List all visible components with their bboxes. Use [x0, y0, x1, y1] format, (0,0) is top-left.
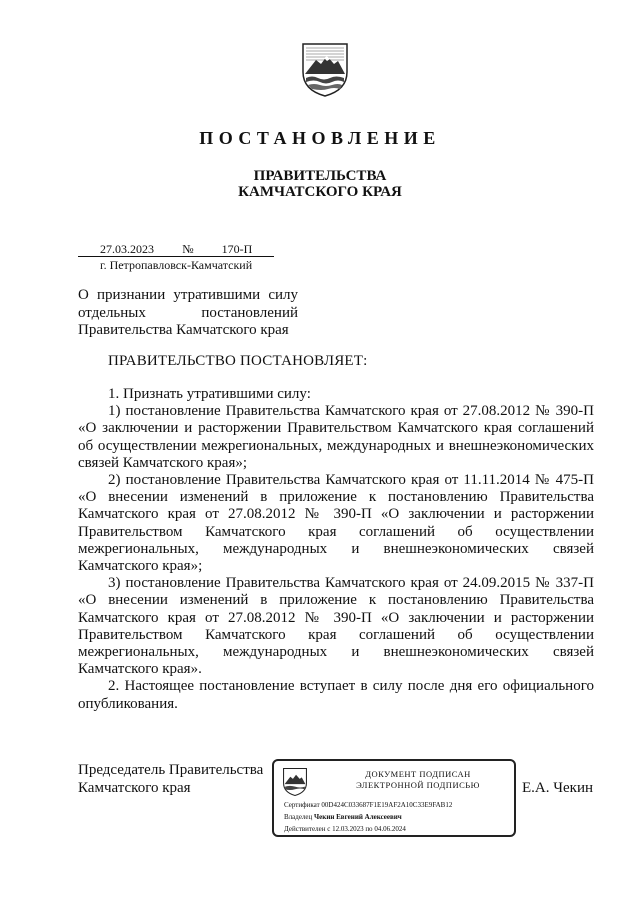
- stamp-heading-line-2: ЭЛЕКТРОННОЙ ПОДПИСЬЮ: [356, 780, 480, 790]
- document-subject: [78, 287, 298, 340]
- valid-to-label: по: [365, 825, 373, 833]
- city: г. Петропавловск-Камчатский: [100, 258, 253, 272]
- subject-line-2: [78, 305, 298, 323]
- valid-to: 04.06.2024: [374, 825, 406, 833]
- document-body: [78, 386, 594, 713]
- valid-from: 12.03.2023: [332, 825, 364, 833]
- paragraph-1: 1. Признать утратившими силу:: [108, 386, 311, 402]
- issuer-line-2: КАМЧАТСКОГО КРАЯ: [238, 184, 402, 200]
- subject-line-3: Правительства Камчатского края: [78, 322, 289, 338]
- owner-value: Чекин Евгений Алексеевич: [314, 813, 402, 821]
- paragraph-2: 2. Настоящее постановление вступает в силу после дня его официального опубликования.: [78, 678, 594, 712]
- signatory-position: [78, 762, 263, 797]
- decree-heading: ПРАВИТЕЛЬСТВО ПОСТАНОВЛЯЕТ:: [108, 353, 368, 369]
- subject-line-2-right: постановлений: [201, 304, 298, 321]
- document-date: 27.03.2023: [78, 243, 176, 257]
- number-sign: №: [176, 243, 200, 257]
- paragraph-item-3: 3) постановление Правительства Камчатского края от 24.09.2015 № 337-П «О внесении изменений в приложение к постановлению Правительства Камчатского края от 27.08.2012 № 390-П «О заключении и расторжении Правительством Камчатского края соглашений об осуществлении межрегиональных, международных и внешнеэкономических связей Камчатского края».: [78, 575, 594, 678]
- subject-line-2-left: отдельных: [78, 304, 146, 321]
- subject-line-1: О признании утратившими силу: [78, 287, 298, 303]
- stamp-certificate: [284, 801, 452, 809]
- signatory-name: Е.А. Чекин: [522, 780, 593, 796]
- date-number-line: [78, 242, 274, 257]
- coat-of-arms-icon: [300, 42, 350, 98]
- position-line-1: Председатель Правительства: [78, 762, 264, 778]
- valid-label: Действителен с: [284, 825, 331, 833]
- electronic-signature-stamp: [272, 759, 516, 837]
- owner-label: Владелец: [284, 813, 313, 821]
- position-line-2: Камчатского края: [78, 779, 191, 796]
- document-type-title: ПОСТАНОВЛЕНИЕ: [199, 128, 441, 148]
- stamp-owner: [284, 813, 402, 821]
- document-number: 170-П: [200, 243, 274, 257]
- paragraph-item-2: 2) постановление Правительства Камчатского края от 11.11.2014 № 475-П «О внесении изменений в приложение к постановлению Правительства Камчатского края от 27.08.2012 № 390-П «О заключении и расторжении Правительством Камчатского края соглашений об осуществлении межрегиональных, международных и внешнеэкономических связей Камчатского края»;: [78, 472, 594, 575]
- stamp-heading: [330, 769, 506, 791]
- stamp-validity: [284, 825, 406, 833]
- stamp-coat-of-arms-icon: [282, 767, 308, 797]
- stamp-heading-line-1: ДОКУМЕНТ ПОДПИСАН: [365, 769, 471, 779]
- certificate-label: Сертификат: [284, 801, 320, 809]
- paragraph-item-1: 1) постановление Правительства Камчатского края от 27.08.2012 № 390-П «О заключении и расторжении Правительством Камчатского края соглашений об осуществлении межрегиональных, международных и внешнеэкономических связей Камчатского края»;: [78, 403, 594, 471]
- certificate-value: 00D424C033687F1E19AF2A10C33E9FAB12: [321, 801, 453, 809]
- issuer-line-1: ПРАВИТЕЛЬСТВА: [253, 168, 387, 184]
